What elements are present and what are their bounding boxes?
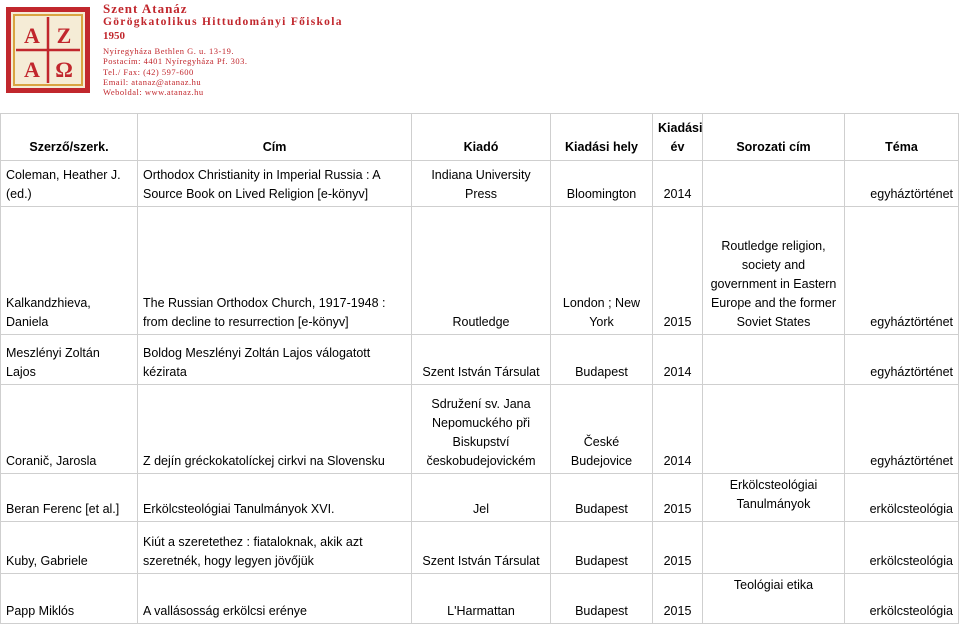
institution-founded: 1950 — [103, 30, 125, 42]
cell-place: Bloomington — [551, 161, 653, 207]
logo-letter-1: A — [24, 23, 40, 48]
institution-subtitle: Görögkatolikus Hittudományi Főiskola — [103, 16, 343, 28]
logo-letter-3: A — [24, 57, 40, 82]
cell-title: The Russian Orthodox Church, 1917-1948 : from decline to resurrection [e-könyv] — [138, 207, 412, 335]
table-row — [1, 161, 959, 207]
address-line: Nyíregyháza Bethlen G. u. 13-19. — [103, 46, 234, 56]
cell-publisher: Sdružení sv. Jana Nepomuckého při Biskupství českobudejovickém — [412, 385, 551, 474]
cell-title: Orthodox Christianity in Imperial Russia : A Source Book on Lived Religion [e-könyv] — [138, 161, 412, 207]
cell-series — [703, 161, 845, 207]
logo-letter-2: Z — [56, 23, 72, 48]
cell-publisher: Routledge — [412, 207, 551, 335]
header-topic: Téma — [845, 114, 959, 161]
cell-year: 2014 — [653, 385, 703, 474]
header-place: Kiadási hely — [551, 114, 653, 161]
cell-publisher: Szent István Társulat — [412, 522, 551, 574]
cell-author: Kalkandzhieva, Daniela — [1, 207, 138, 335]
header-series: Sorozati cím — [703, 114, 845, 161]
table-row — [1, 474, 959, 522]
cell-publisher: Jel — [412, 474, 551, 522]
table-row — [1, 207, 959, 335]
institution-info — [103, 2, 343, 97]
cell-year: 2015 — [653, 207, 703, 335]
postal-address-line: Postacím: 4401 Nyíregyháza Pf. 303. — [103, 56, 248, 67]
cell-author: Coranič, Jarosla — [1, 385, 138, 474]
cell-year: 2014 — [653, 335, 703, 385]
cell-author: Kuby, Gabriele — [1, 522, 138, 574]
cell-place: Budapest — [551, 522, 653, 574]
cell-place: Budapest — [551, 574, 653, 624]
cell-year: 2015 — [653, 574, 703, 624]
cell-topic: egyháztörténet — [845, 161, 959, 207]
cell-series — [703, 385, 845, 474]
cell-place: Budapest — [551, 474, 653, 522]
cell-place: Budapest — [551, 335, 653, 385]
cell-author: Papp Miklós — [1, 574, 138, 624]
header-publisher: Kiadó — [412, 114, 551, 161]
email-line: Email: atanaz@atanaz.hu — [103, 76, 202, 87]
cell-topic: egyháztörténet — [845, 207, 959, 335]
cell-topic: egyháztörténet — [845, 385, 959, 474]
cell-series: Teológiai etika — [703, 574, 845, 624]
cell-topic: erkölcsteológia — [845, 522, 959, 574]
cell-author: Beran Ferenc [et al.] — [1, 474, 138, 522]
cell-title: Kiút a szeretethez : fiataloknak, akik azt szeretnék, hogy legyen jövőjük — [138, 522, 412, 574]
cell-publisher: L'Harmattan — [412, 574, 551, 624]
cell-title: Erkölcsteológiai Tanulmányok XVI. — [138, 474, 412, 522]
cell-publisher: Indiana University Press — [412, 161, 551, 207]
table-row — [1, 335, 959, 385]
logo-letter-4: Ω — [55, 57, 73, 82]
header-title: Cím — [138, 114, 412, 161]
institution-logo — [4, 3, 92, 97]
cell-author: Coleman, Heather J. (ed.) — [1, 161, 138, 207]
cell-place: České Budejovice — [551, 385, 653, 474]
cell-year: 2014 — [653, 161, 703, 207]
header-year: Kiadási év — [653, 114, 703, 161]
book-list-table — [0, 113, 959, 624]
cell-title: A vallásosság erkölcsi erénye — [138, 574, 412, 624]
cell-year: 2015 — [653, 522, 703, 574]
cell-topic: egyháztörténet — [845, 335, 959, 385]
cell-title: Boldog Meszlényi Zoltán Lajos válogatott kézirata — [138, 335, 412, 385]
cell-series — [703, 335, 845, 385]
cell-series: Erkölcsteológiai Tanulmányok — [703, 474, 845, 522]
cell-publisher: Szent István Társulat — [412, 335, 551, 385]
cell-topic: erkölcsteológia — [845, 474, 959, 522]
cell-topic: erkölcsteológia — [845, 574, 959, 624]
institution-name: Szent Atanáz — [103, 1, 188, 16]
phone-line: Tel./ Fax: (42) 597-600 — [103, 66, 194, 77]
page-header — [0, 0, 960, 108]
cell-year: 2015 — [653, 474, 703, 522]
table-row — [1, 522, 959, 574]
cell-place: London ; New York — [551, 207, 653, 335]
cell-series: Routledge religion, society and government in Eastern Europe and the former Soviet States — [703, 207, 845, 335]
table-row — [1, 574, 959, 624]
cell-series — [703, 522, 845, 574]
table-row — [1, 385, 959, 474]
website-line: Weboldal: www.atanaz.hu — [103, 87, 204, 98]
cell-author: Meszlényi Zoltán Lajos — [1, 335, 138, 385]
table-header-row — [1, 114, 959, 161]
cell-title: Z dejín gréckokatolíckej cirkvi na Slovensku — [138, 385, 412, 474]
header-author: Szerző/szerk. — [1, 114, 138, 161]
